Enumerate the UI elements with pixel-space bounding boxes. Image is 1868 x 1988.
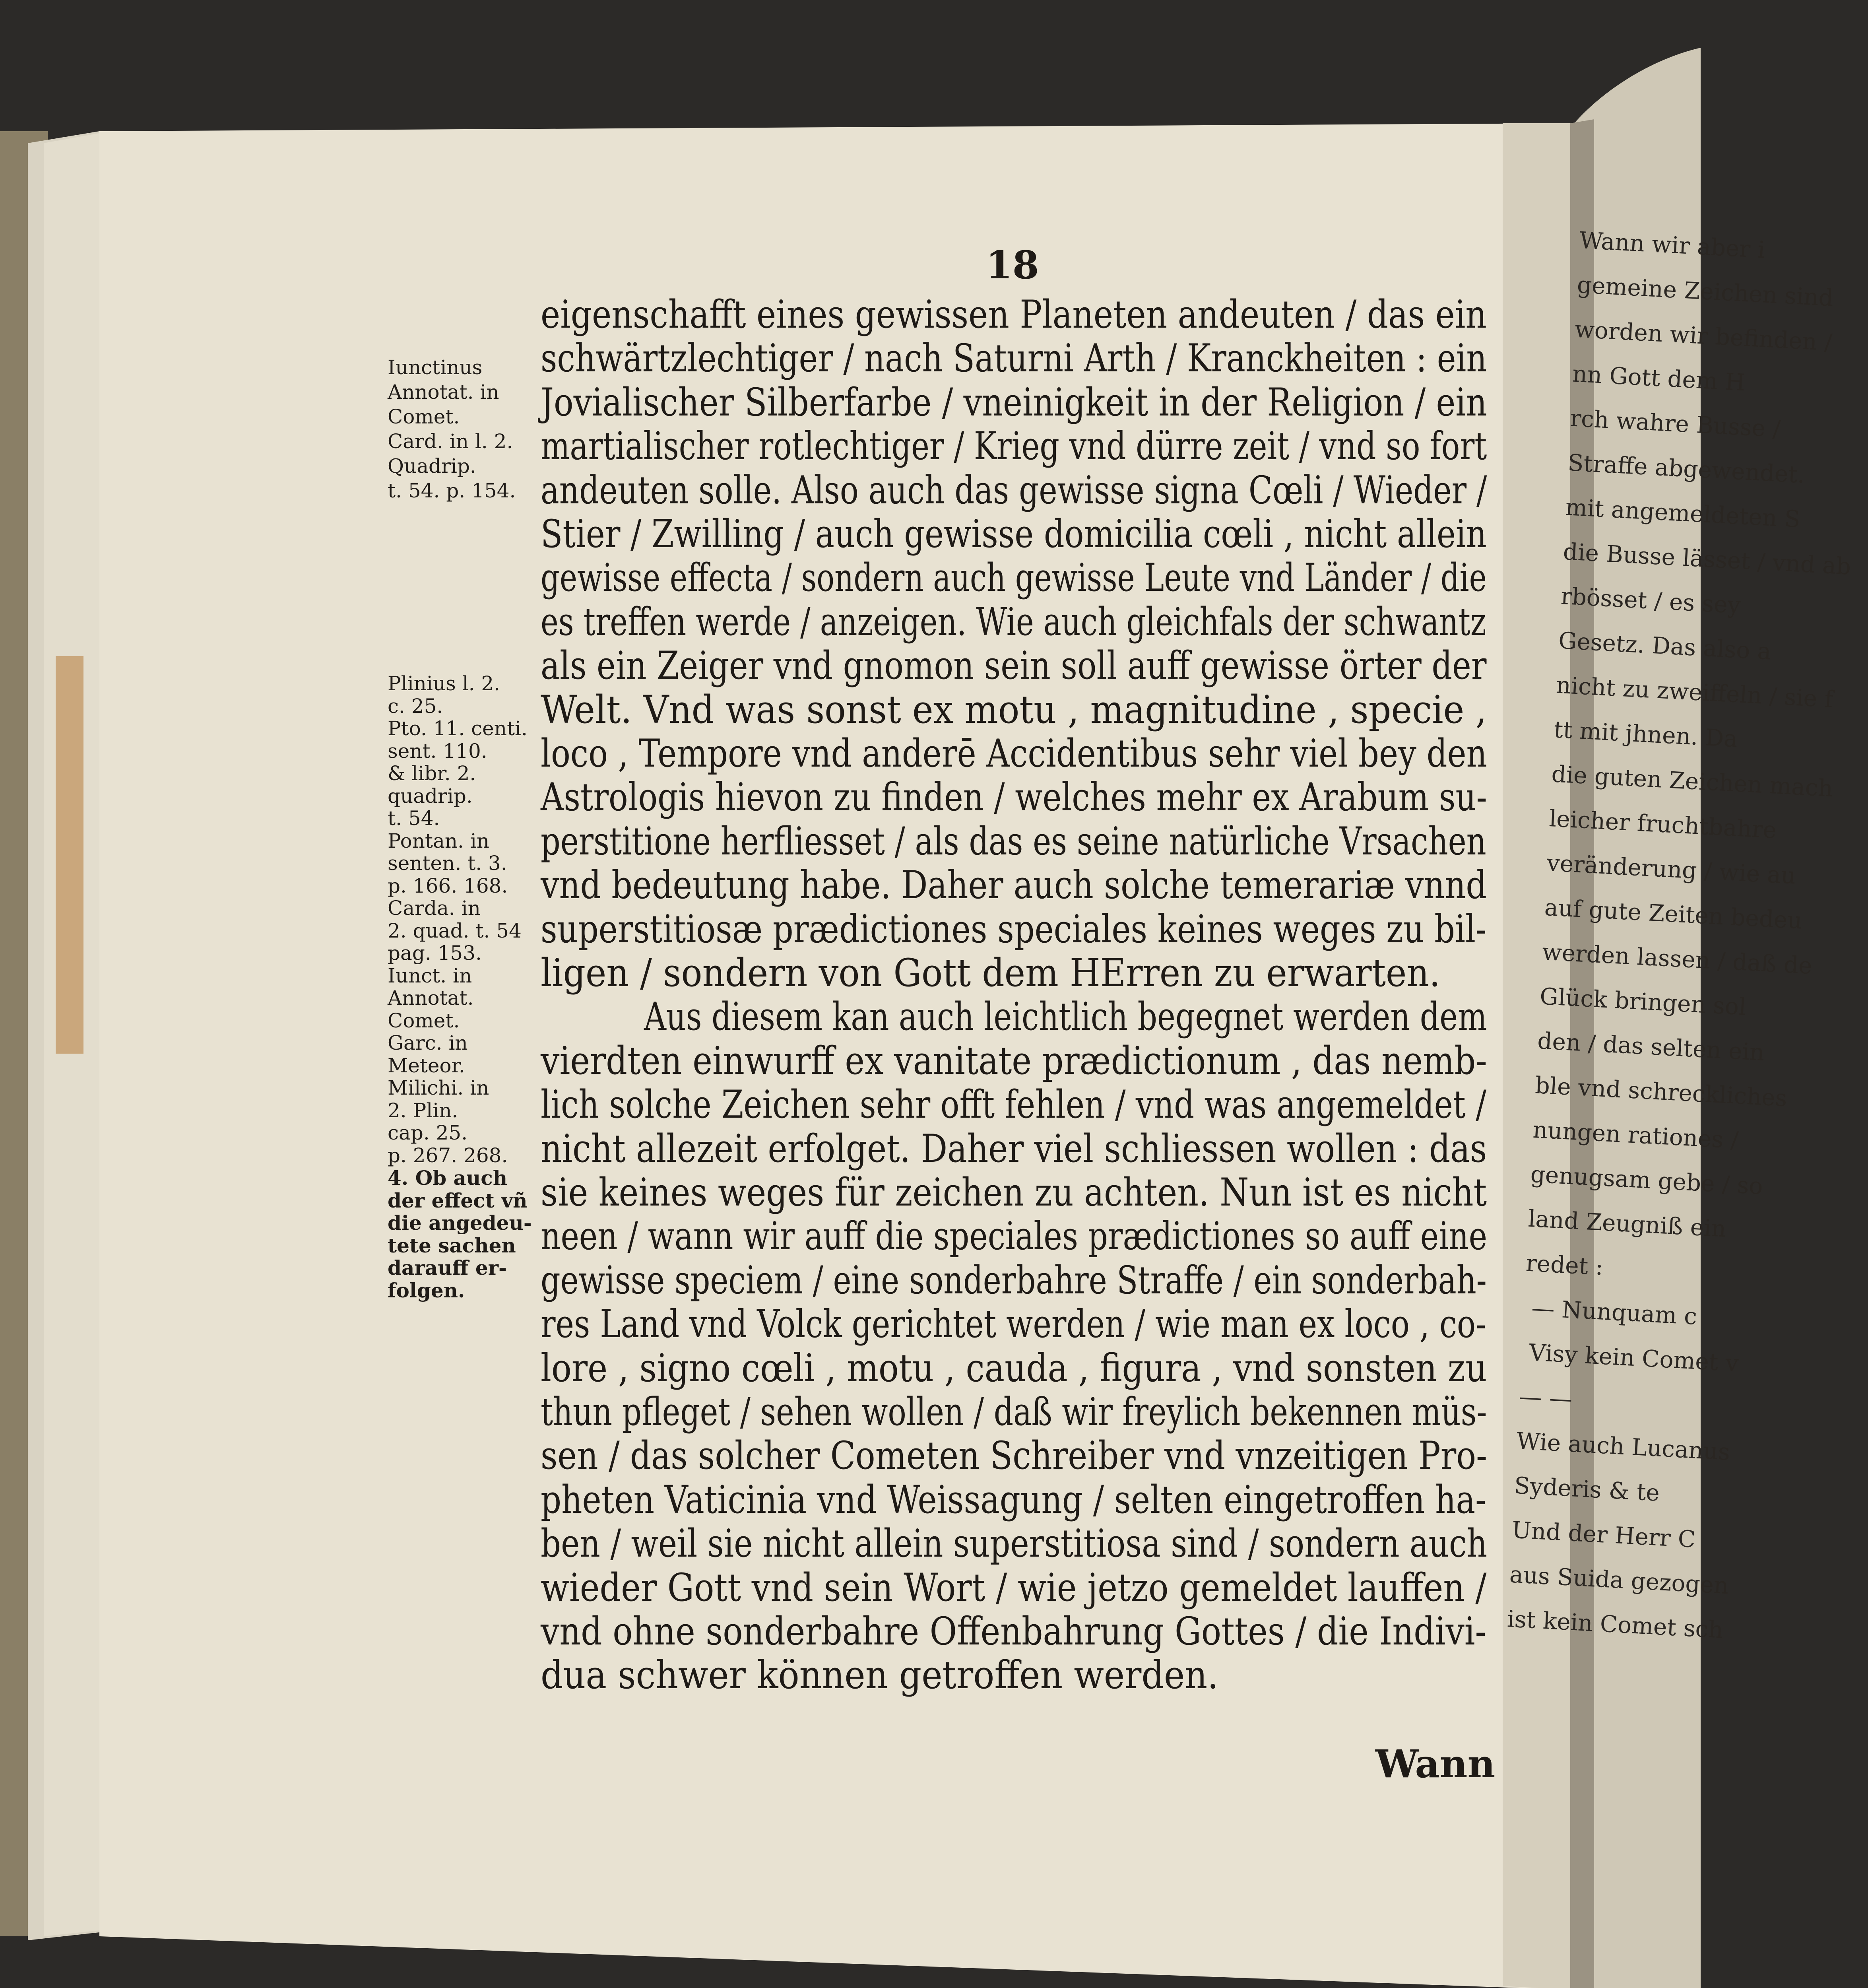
- text-line: sie keines weges für zeichen zu achten. Nun ist es nicht: [541, 1170, 1487, 1215]
- margin-note: Plinius l. 2.: [388, 672, 500, 695]
- margin-note: Quadrip.: [388, 454, 476, 478]
- right-page-line: nicht zu zweiffeln / sie f: [1555, 671, 1834, 713]
- page-number: 18: [986, 243, 1039, 287]
- right-page-line: die guten Zeichen mach: [1551, 760, 1834, 802]
- text-line: loco , Tempore vnd anderē Accidentibus sehr viel bey den: [541, 731, 1487, 776]
- right-page-line: rch wahre Busse /: [1569, 404, 1781, 443]
- text-line: andeuten solle. Also auch das gewisse signa Cœli / Wieder /: [541, 468, 1487, 513]
- text-line: thun pfleget / sehen wollen / daß wir freylich bekennen müs-: [541, 1390, 1487, 1434]
- right-page-line: tt mit jhnen. Da: [1553, 716, 1738, 753]
- margin-note: t. 54. p. 154.: [388, 479, 516, 502]
- margin-note: Comet.: [388, 1009, 460, 1032]
- right-page-line: gemeine Zeichen sind: [1576, 271, 1834, 312]
- right-page-line: nungen rationes /: [1532, 1116, 1739, 1154]
- margin-note: senten. t. 3.: [388, 852, 507, 875]
- margin-note: pag. 153.: [388, 942, 482, 965]
- right-page-line: veränderung / wie au: [1546, 849, 1797, 889]
- right-page-line: auf gute Zeiten bedeu: [1544, 893, 1803, 934]
- text-line: res Land vnd Volck gerichtet werden / wie man ex loco , co-: [541, 1302, 1486, 1347]
- margin-note: der effect vñ: [388, 1188, 528, 1212]
- margin-note: folgen.: [388, 1278, 465, 1302]
- text-line: gewisse effecta / sondern auch gewisse Leute vnd Länder / die: [541, 555, 1487, 600]
- margin-note: Annotat.: [388, 986, 474, 1010]
- margin-note: 4. Ob auch: [388, 1166, 508, 1190]
- margin-note: cap. 25.: [388, 1121, 468, 1144]
- right-page-line: den / das selten ein: [1536, 1027, 1765, 1066]
- right-page-line: land Zeugniß ein: [1527, 1205, 1727, 1242]
- margin-note: t. 54.: [388, 807, 440, 830]
- right-page-line: leicher fruchtbahre: [1548, 805, 1777, 844]
- text-line: Jovialischer Silberfarbe / vneinigkeit in der Religion / ein: [541, 380, 1487, 425]
- text-line: ligen / sondern von Gott dem HErren zu erwarten.: [541, 951, 1441, 995]
- text-line: Aus diesem kan auch leichtlich begegnet werden dem: [644, 994, 1487, 1039]
- text-line: ben / weil sie nicht allein superstitiosa sind / sondern auch: [541, 1521, 1488, 1566]
- text-line: es treffen werde / anzeigen. Wie auch gleichfals der schwantz: [541, 599, 1486, 644]
- margin-note: Annotat. in: [388, 381, 499, 404]
- right-page-line: redet :: [1525, 1249, 1604, 1281]
- margin-note: Comet.: [388, 405, 460, 428]
- text-line: pheten Vaticinia vnd Weissagung / selten eingetroffen ha-: [541, 1477, 1486, 1522]
- margin-note: c. 25.: [388, 694, 443, 718]
- right-page-line: — —: [1518, 1383, 1573, 1413]
- margin-note: Iunctinus: [388, 356, 483, 379]
- margin-note: Pto. 11. centi.: [388, 717, 528, 740]
- text-line: schwärtzlechtiger / nach Saturni Arth / Kranckheiten : ein: [541, 336, 1487, 381]
- page-edge-stain: [56, 656, 83, 1054]
- margin-note: die angedeu-: [388, 1211, 532, 1235]
- margin-note: Iunct. in: [388, 964, 472, 987]
- margin-note: Carda. in: [388, 897, 481, 920]
- margin-note: p. 267. 268.: [388, 1143, 508, 1167]
- catchword: Wann: [1375, 1741, 1496, 1786]
- margin-note: 2. Plin.: [388, 1099, 458, 1122]
- margin-note: sent. 110.: [388, 739, 487, 763]
- text-line: superstitiosæ prædictiones speciales keines weges zu bil-: [541, 907, 1487, 951]
- margin-note: 2. quad. t. 54: [388, 919, 522, 942]
- right-page-line: aus Suida gezogen: [1509, 1561, 1730, 1600]
- right-page-line: Syderis & te: [1513, 1472, 1660, 1507]
- margin-note: & libr. 2.: [388, 762, 476, 785]
- right-page-line: Und der Herr C: [1511, 1516, 1696, 1553]
- text-line: martialischer rotlechtiger / Krieg vnd dürre zeit / vnd so fort: [541, 424, 1487, 469]
- right-page-line: die Busse lässet / vnd ab: [1562, 538, 1852, 580]
- text-line: als ein Zeiger vnd gnomon sein soll auff gewisse örter der: [541, 643, 1487, 688]
- text-line: gewisse speciem / eine sonderbahre Straffe / ein sonderbah-: [541, 1258, 1487, 1303]
- text-line: Stier / Zwilling / auch gewisse domicilia cœli , nicht allein: [541, 512, 1487, 556]
- right-page-line: Wann wir aber i: [1579, 227, 1766, 264]
- text-line: vierdten einwurff ex vanitate prædictionum , das nemb-: [541, 1038, 1487, 1083]
- margin-note: Meteor.: [388, 1054, 465, 1077]
- right-page-line: werden lassen / daß de: [1541, 938, 1813, 980]
- text-line: neen / wann wir auff die speciales prædictiones so auff eine: [541, 1214, 1487, 1259]
- margin-note: darauff er-: [388, 1256, 507, 1279]
- text-line: lich solche Zeichen sehr offt fehlen / vnd was angemeldet /: [541, 1082, 1487, 1127]
- right-page-line: nn Gott dem H: [1571, 360, 1746, 396]
- right-page-line: — Nunquam c: [1530, 1294, 1698, 1330]
- text-line: sen / das solcher Cometen Schreiber vnd vnzeitigen Pro-: [541, 1433, 1488, 1478]
- text-line: nicht allezeit erfolget. Daher viel schliessen wollen : das: [541, 1126, 1487, 1171]
- right-page-line: ist kein Comet sch: [1506, 1605, 1724, 1644]
- margin-note: Card. in l. 2.: [388, 430, 513, 453]
- margin-note: p. 166. 168.: [388, 874, 508, 897]
- right-page-line: Glück bringen sol: [1539, 982, 1747, 1021]
- right-page-line: ble vnd schreckliches: [1534, 1072, 1788, 1112]
- margin-note: quadrip.: [388, 784, 473, 808]
- text-line: Welt. Vnd was sonst ex motu , magnitudine , specie ,: [541, 687, 1487, 732]
- right-page-line: Visy kein Comet v: [1528, 1339, 1740, 1377]
- right-page-line: rbösset / es sey: [1560, 582, 1742, 619]
- text-line: Astrologis hievon zu finden / welches mehr ex Arabum su-: [541, 775, 1487, 820]
- text-line: eigenschafft eines gewissen Planeten andeuten / das ein: [541, 292, 1487, 337]
- text-line: vnd bedeutung habe. Daher auch solche temerariæ vnnd: [541, 863, 1487, 908]
- margin-note: Milichi. in: [388, 1076, 489, 1099]
- right-page-line: worden wir befinden /: [1574, 315, 1833, 356]
- text-line: perstitione herfliesset / als das es seine natürliche Vrsachen: [541, 819, 1486, 864]
- text-line: lore , signo cœli , motu , cauda , figura , vnd sonsten zu: [541, 1345, 1487, 1390]
- right-page-line: genugsam gebe / so: [1530, 1160, 1764, 1200]
- margin-note: tete sachen: [388, 1233, 516, 1257]
- text-line: wieder Gott vnd sein Wort / wie jetzo gemeldet lauffen /: [541, 1565, 1487, 1610]
- text-line: vnd ohne sonderbahre Offenbahrung Gottes / die Indivi-: [541, 1609, 1486, 1654]
- text-line: dua schwer können getroffen werden.: [541, 1653, 1219, 1698]
- margin-note: Pontan. in: [388, 829, 490, 852]
- right-page-line: Straffe abgewendet.: [1567, 449, 1806, 489]
- right-page-line: mit angemeldeten S: [1565, 493, 1801, 533]
- right-page-line: Gesetz. Das also a: [1558, 627, 1772, 665]
- right-page-line: Wie auch Lucanus: [1516, 1427, 1731, 1466]
- margin-note: Garc. in: [388, 1031, 468, 1054]
